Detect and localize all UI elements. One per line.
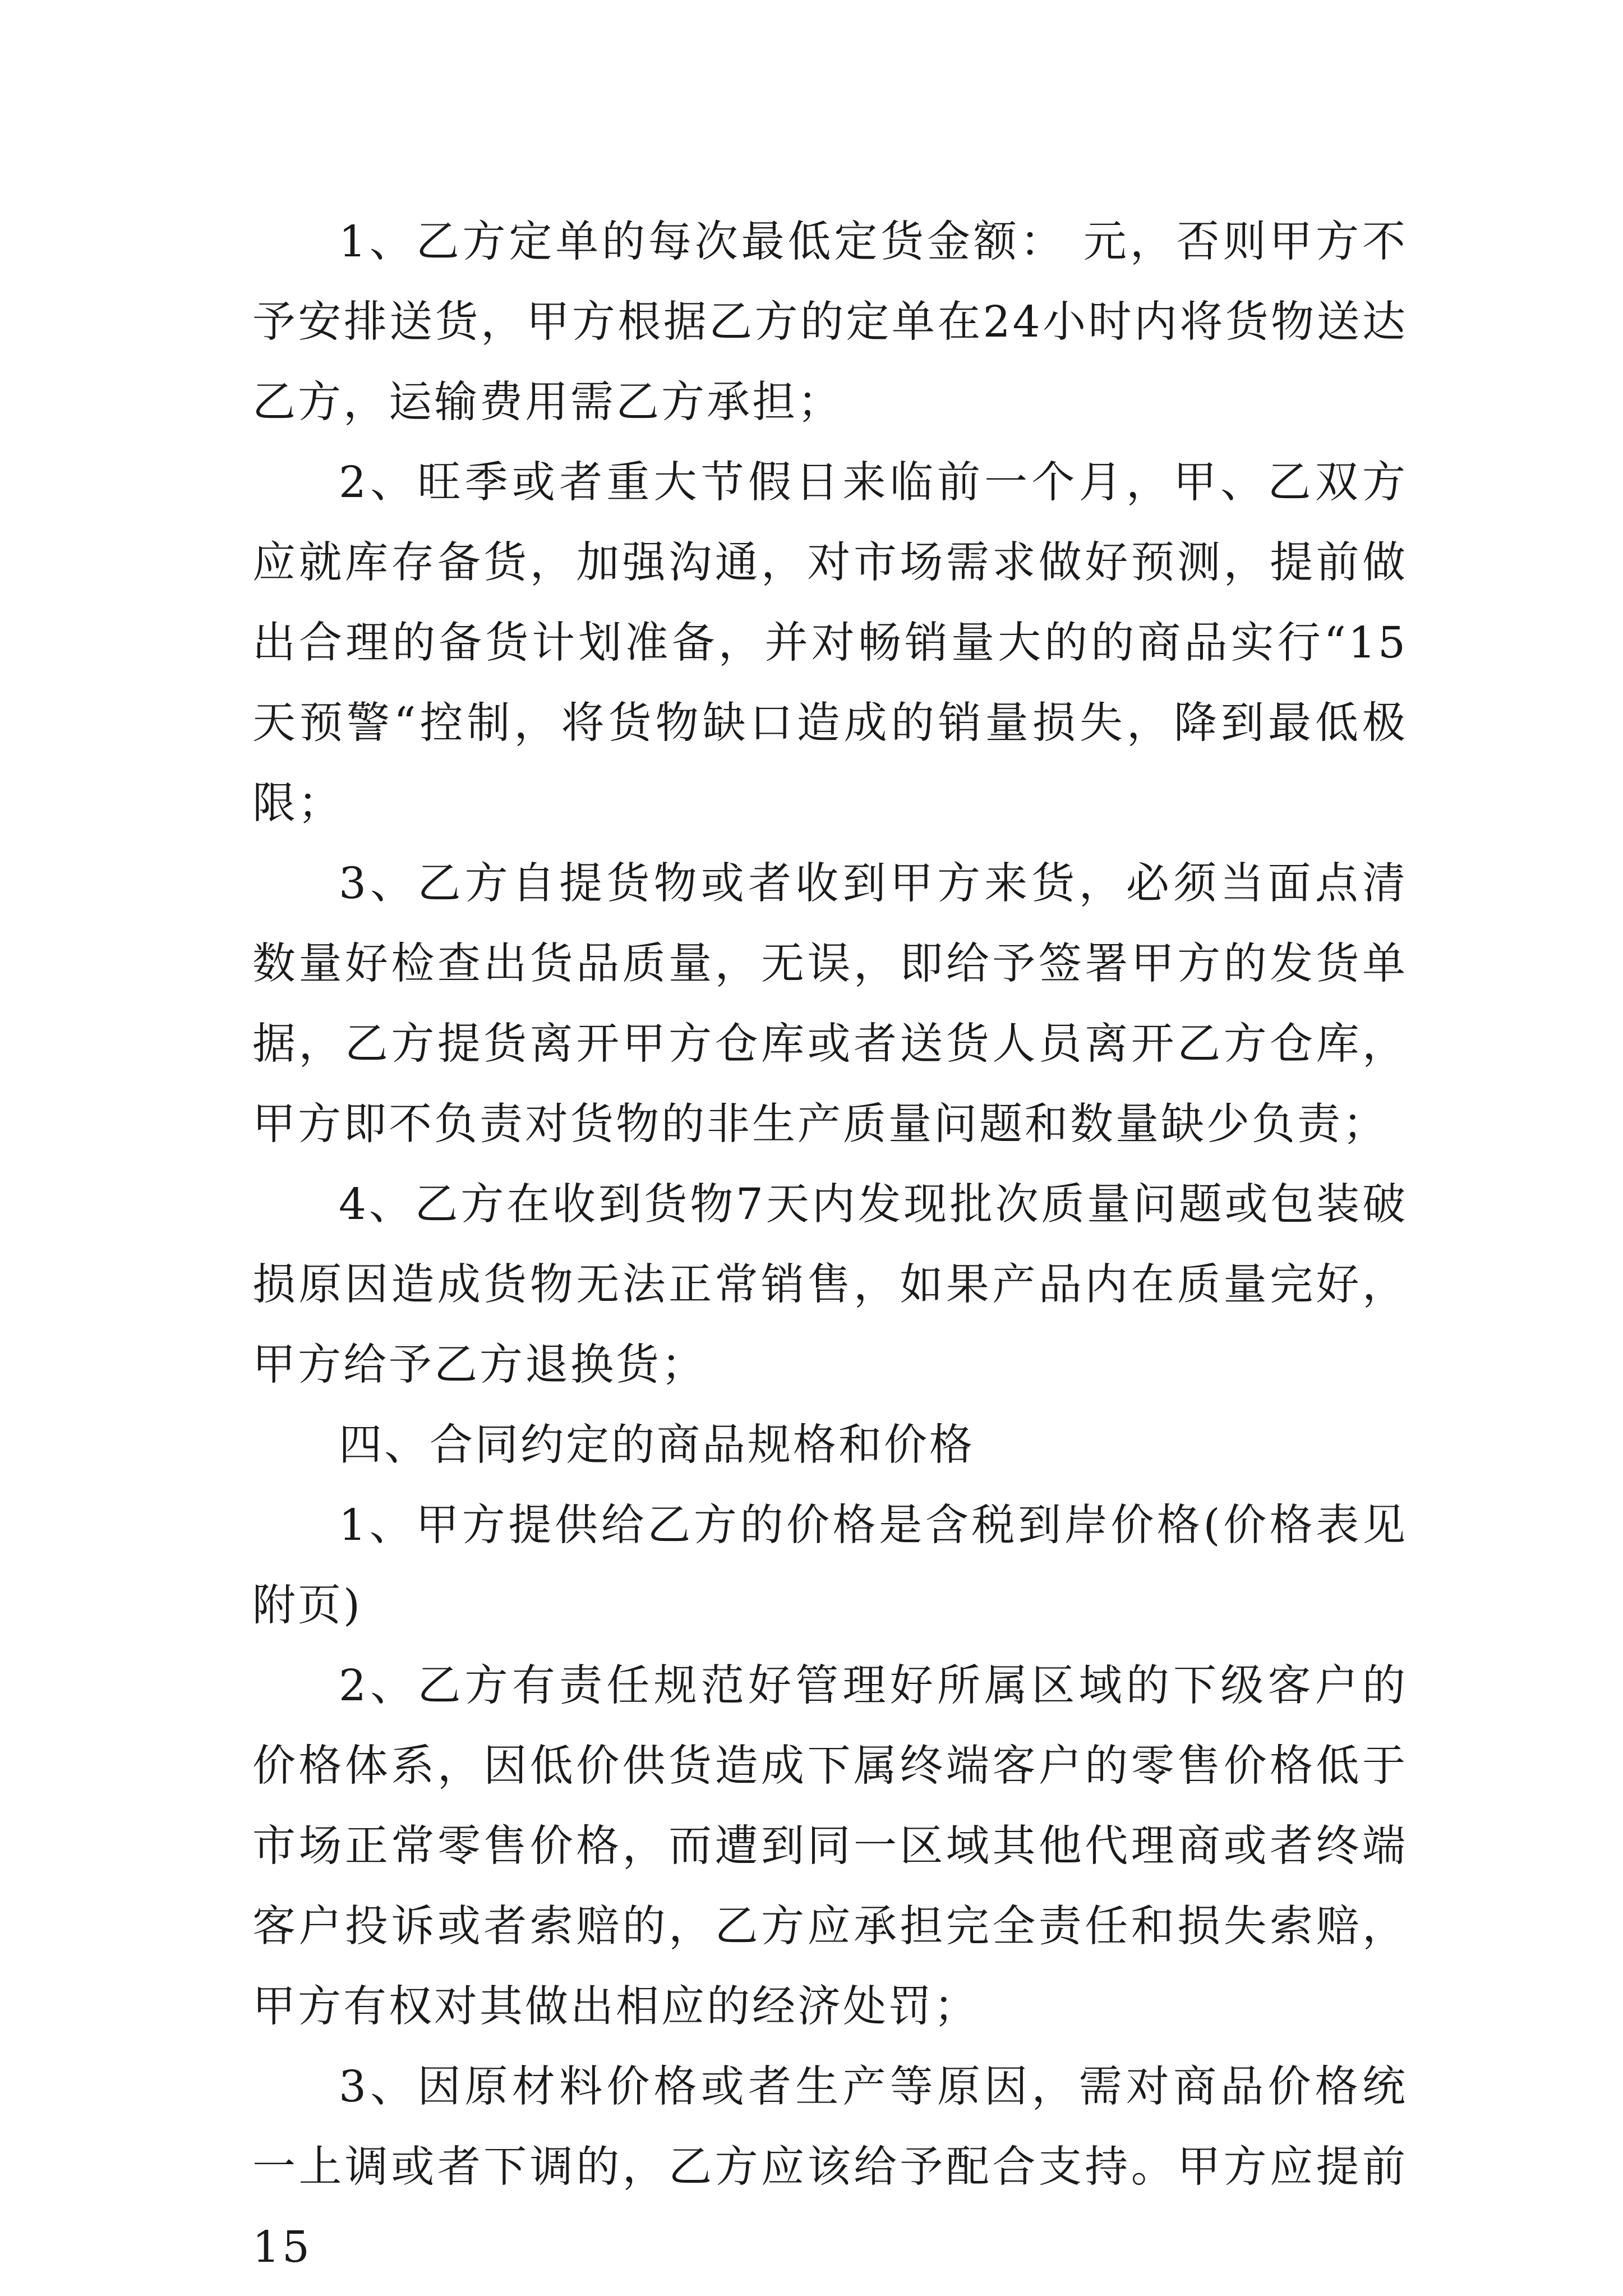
paragraph-quality-return: 4、乙方在收到货物7天内发现批次质量问题或包装破损原因造成货物无法正常销售，如果产品内在质量完好，甲方给予乙方退换货； bbox=[252, 1180, 1408, 1390]
paragraph-peak-season-stock: 2、旺季或者重大节假日来临前一个月，甲、乙双方应就库存备货，加强沟通，对市场需求做好预测，提前做出合理的备货计划准备，并对畅销量大的的商品实行“15天预警“控制，将货物缺口造成的销量损失，降到最低极限； bbox=[252, 458, 1408, 829]
paragraph-order-minimum: 1、乙方定单的每次最低定货金额： 元，否则甲方不予安排送货，甲方根据乙方的定单在24小时内将货物送达乙方，运输费用需乙方承担； bbox=[252, 217, 1408, 427]
paragraph-goods-inspection: 3、乙方自提货物或者收到甲方来货，必须当面点清数量好检查出货品质量，无误，即给予签署甲方的发货单据，乙方提货离开甲方仓库或者送货人员离开乙方仓库，甲方即不负责对货物的非生产质量问题和数量缺少负责； bbox=[252, 859, 1408, 1149]
paragraph-price-system: 2、乙方有责任规范好管理好所属区域的下级客户的价格体系，因低价供货造成下属终端客户的零售价格低于市场正常零售价格，而遭到同一区域其他代理商或者终端客户投诉或者索赔的，乙方应承担完全责任和损失索赔，甲方有权对其做出相应的经济处罚； bbox=[252, 1661, 1408, 2032]
paragraph-price-adjustment: 3、因原材料价格或者生产等原因，需对商品价格统一上调或者下调的，乙方应该给予配合支持。甲方应提前15 bbox=[252, 2062, 1408, 2272]
document-body bbox=[252, 202, 1408, 2288]
section-heading-specs-and-prices: 四、合同约定的商品规格和价格 bbox=[339, 1420, 975, 1470]
paragraph-price-terms: 1、甲方提供给乙方的价格是含税到岸价格(价格表见附页) bbox=[252, 1501, 1408, 1631]
